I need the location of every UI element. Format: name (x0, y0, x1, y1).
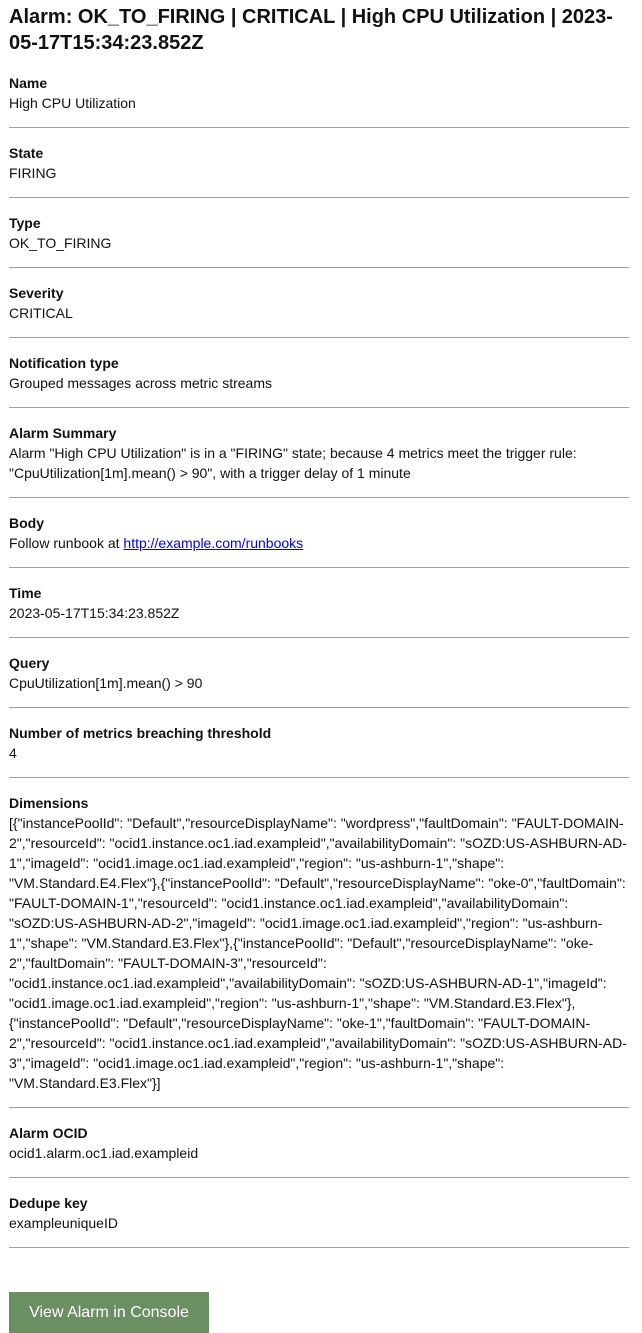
dedupe-key-label: Dedupe key (9, 1195, 88, 1211)
divider (9, 1247, 629, 1248)
section-dedupe-key (9, 1193, 629, 1233)
divider (9, 637, 629, 638)
type-label: Type (9, 215, 41, 231)
severity-label: Severity (9, 285, 64, 301)
divider (9, 337, 629, 338)
name-value: High CPU Utilization (9, 95, 136, 111)
page-title: Alarm: OK_TO_FIRING | CRITICAL | High CPU Utilization | 2023-05-17T15:34:23.852Z (9, 6, 613, 54)
divider (9, 407, 629, 408)
divider (9, 497, 629, 498)
section-severity (9, 283, 629, 323)
divider (9, 127, 629, 128)
state-value: FIRING (9, 165, 57, 181)
notification-type-label: Notification type (9, 355, 119, 371)
body-text: Follow runbook at (9, 535, 124, 551)
metrics-breaching-label: Number of metrics breaching threshold (9, 725, 272, 741)
section-notification-type (9, 353, 629, 393)
query-value: CpuUtilization[1m].mean() > 90 (9, 675, 203, 691)
section-time (9, 583, 629, 623)
section-metrics-breaching (9, 723, 629, 763)
section-state (9, 143, 629, 183)
time-label: Time (9, 585, 42, 601)
notification-type-value: Grouped messages across metric streams (9, 375, 272, 391)
dimensions-label: Dimensions (9, 795, 89, 811)
section-type (9, 213, 629, 253)
alarm-summary-label: Alarm Summary (9, 425, 117, 441)
divider (9, 1107, 629, 1108)
state-label: State (9, 145, 44, 161)
section-dimensions (9, 793, 629, 1093)
section-alarm-summary (9, 423, 629, 483)
runbook-link[interactable]: http://example.com/runbooks (123, 535, 304, 551)
alarm-ocid-label: Alarm OCID (9, 1125, 88, 1141)
query-label: Query (9, 655, 50, 671)
view-alarm-in-console-button[interactable]: View Alarm in Console (9, 1292, 209, 1333)
severity-value: CRITICAL (9, 305, 73, 321)
button-container (9, 1292, 629, 1333)
dimensions-value: [{"instancePoolId": "Default","resourceDisplayName": "wordpress","faultDomain": "FAULT-DOMAIN-2","resourceId": "ocid1.instance.oc1.iad.exampleid","availabilityDomain": "sOZD:US-ASHBURN-AD-1","imageId": "ocid1.image.oc1.iad.exampleid","region": "us-ashburn-1","shape": "VM.Standard.E4.Flex"},{"instancePoolId": "Default","resourceDisplayName": "oke-0","faultDomain": "FAULT-DOMAIN-1","resourceId": "ocid1.instance.oc1.iad.exampleid","availabilityDomain": "sOZD:US-ASHBURN-AD-2","imageId": "ocid1.image.oc1.iad.exampleid","region": "us-ashburn-1","shape": "VM.Standard.E3.Flex"},{"instancePoolId": "Default","resourceDisplayName": "oke-2","faultDomain": "FAULT-DOMAIN-3","resourceId": "ocid1.instance.oc1.iad.exampleid","availabilityDomain": "sOZD:US-ASHBURN-AD-1","imageId": "ocid1.image.oc1.iad.exampleid","region": "us-ashburn-1","shape": "VM.Standard.E3.Flex"},{"instancePoolId": "Default","resourceDisplayName": "oke-1","faultDomain": "FAULT-DOMAIN-2","resourceId": "ocid1.instance.oc1.iad.exampleid","availabilityDomain": "sOZD:US-ASHBURN-AD-3","imageId": "ocid1.image.oc1.iad.exampleid","region": "us-ashburn-1","shape": "VM.Standard.E3.Flex"}] (9, 815, 627, 1091)
alarm-details (9, 73, 629, 1248)
divider (9, 197, 629, 198)
section-body (9, 513, 629, 553)
section-name (9, 73, 629, 113)
divider (9, 567, 629, 568)
dedupe-key-value: exampleuniqueID (9, 1215, 118, 1231)
body-label: Body (9, 515, 44, 531)
body-value (9, 533, 629, 553)
divider (9, 777, 629, 778)
name-label: Name (9, 75, 48, 91)
section-alarm-ocid (9, 1123, 629, 1163)
divider (9, 707, 629, 708)
divider (9, 1177, 629, 1178)
section-query (9, 653, 629, 693)
alarm-ocid-value: ocid1.alarm.oc1.iad.exampleid (9, 1145, 199, 1161)
time-value: 2023-05-17T15:34:23.852Z (9, 605, 180, 621)
type-value: OK_TO_FIRING (9, 235, 112, 251)
divider (9, 267, 629, 268)
metrics-breaching-value: 4 (9, 745, 17, 761)
alarm-summary-value: Alarm "High CPU Utilization" is in a "FIRING" state; because 4 metrics meet the trigger rule: "CpuUtilization[1m].mean() > 90", with a trigger delay of 1 minute (9, 445, 577, 481)
